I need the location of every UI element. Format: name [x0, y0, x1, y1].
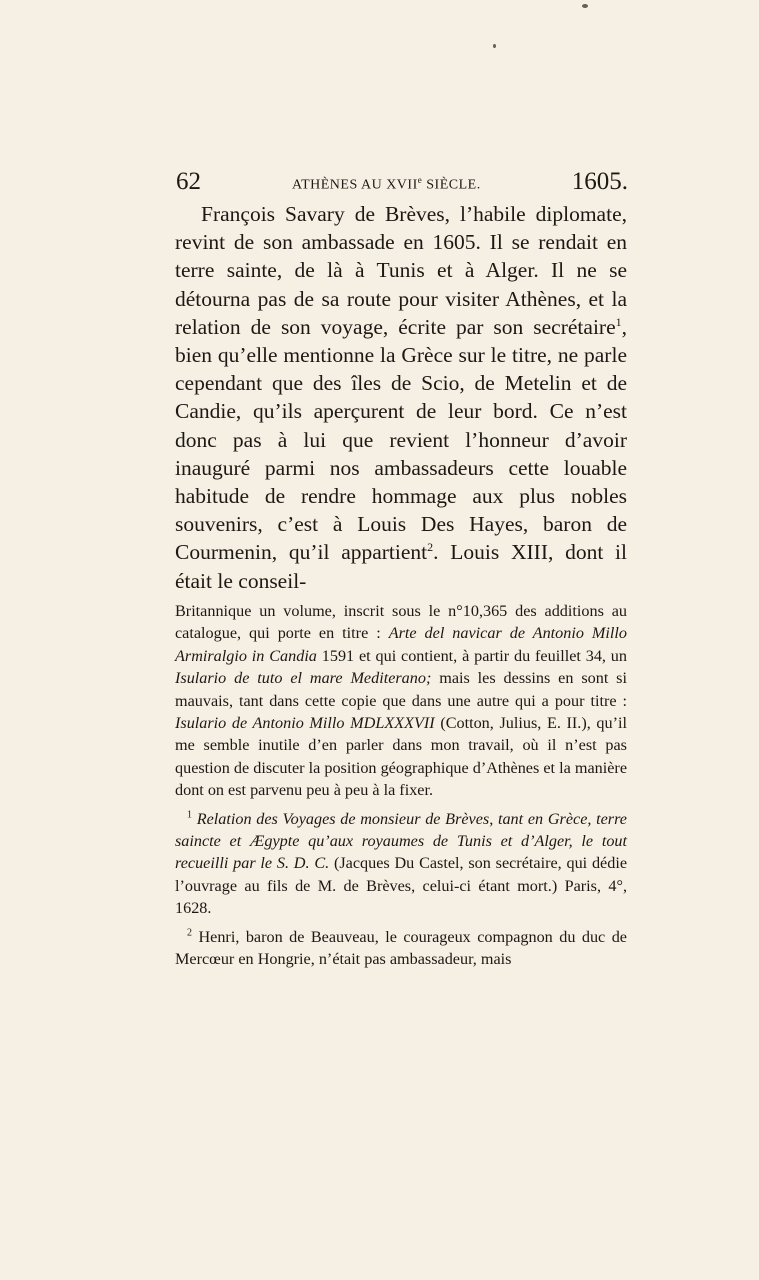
running-title: [292, 175, 481, 194]
footnote-ref: 2: [427, 540, 434, 555]
page-number: 62: [176, 168, 201, 195]
footnote-continuation: [175, 600, 627, 802]
footnote-number: 1: [187, 809, 192, 821]
running-title-text: ATHÈNES AU XVII: [292, 178, 418, 193]
text-run: mais les dessins en sont si mauvais, tant dans cette copie que dans une autre qui a pour titre :: [175, 669, 627, 710]
ink-speck: [582, 4, 588, 8]
text-run: , bien qu’elle mentionne la Grèce sur le titre, ne parle cependant que des îles de Scio, de Metelin et de Candie, qu’ils aperçurent de leur bord. Ce n’est donc pas à lui que revient l’honneur d’avoir inauguré parmi nos ambassadeurs cette louable habitude de rendre hommage aux plus nobles souvenirs, c’est à Louis Des Hayes, baron de Courmenin, qu’il appartient: [175, 314, 627, 565]
italic-title: Arte del navicar de Antonio Millo Armiralgio in Candia: [175, 624, 627, 665]
footnotes: [175, 600, 627, 977]
text-run: (Cotton, Julius, E. II.), qu’il me semble inutile d’en parler dans mon travail, où il n’est pas question de discuter la position géographique d’Athènes et la manière dont on est parvenu peu à peu à la fixer.: [175, 714, 627, 800]
ink-speck: [493, 44, 496, 48]
italic-title: Relation des Voyages de monsieur de Brèves, tant en Grèce, terre saincte et Ægypte qu’aux royaumes de Tunis et d’Alger, le tout recueilli par le S. D. C.: [175, 809, 627, 873]
text-run: François Savary de Brèves, l’habile diplomate, revint de son ambassade en 1605. Il se rendait en terre sainte, de là à Tunis et à Alger. Il ne se détourna pas de sa route pour visiter Athènes, et la relation de son voyage, écrite par son secrétaire: [175, 202, 627, 339]
paragraph: [175, 200, 627, 595]
running-header: [176, 168, 628, 204]
text-run: Britannique un volume, inscrit sous le n°10,365 des additions au catalogue, qui porte en titre :: [175, 602, 627, 643]
footnote-ref: 1: [615, 314, 622, 329]
text-run: (Jacques Du Castel, son secrétaire, qui dédie l’ouvrage au fils de M. de Brèves, celui-ci étant mort.) Paris, 4°, 1628.: [175, 854, 628, 918]
text-run: . Louis XIII, dont il était le conseil-: [175, 540, 627, 593]
italic-title: Isulario de tuto el mare Mediterano;: [175, 669, 432, 688]
main-text: [175, 200, 627, 595]
footnote-2: [175, 926, 627, 971]
text-run: Henri, baron de Beauveau, le courageux compagnon du duc de Mercœur en Hongrie, n’était pas ambassadeur, mais: [175, 927, 627, 969]
footnote-number: 2: [187, 927, 192, 939]
page-year: 1605.: [571, 168, 628, 195]
running-title-end: SIÈCLE.: [422, 178, 481, 193]
footnote-1: [175, 808, 627, 920]
text-run: 1591 et qui contient, à partir du feuillet 34, un: [316, 646, 627, 665]
running-title-superscript: e: [417, 175, 423, 186]
italic-title: Isulario de Antonio Millo MDLXXXVII: [175, 714, 435, 733]
